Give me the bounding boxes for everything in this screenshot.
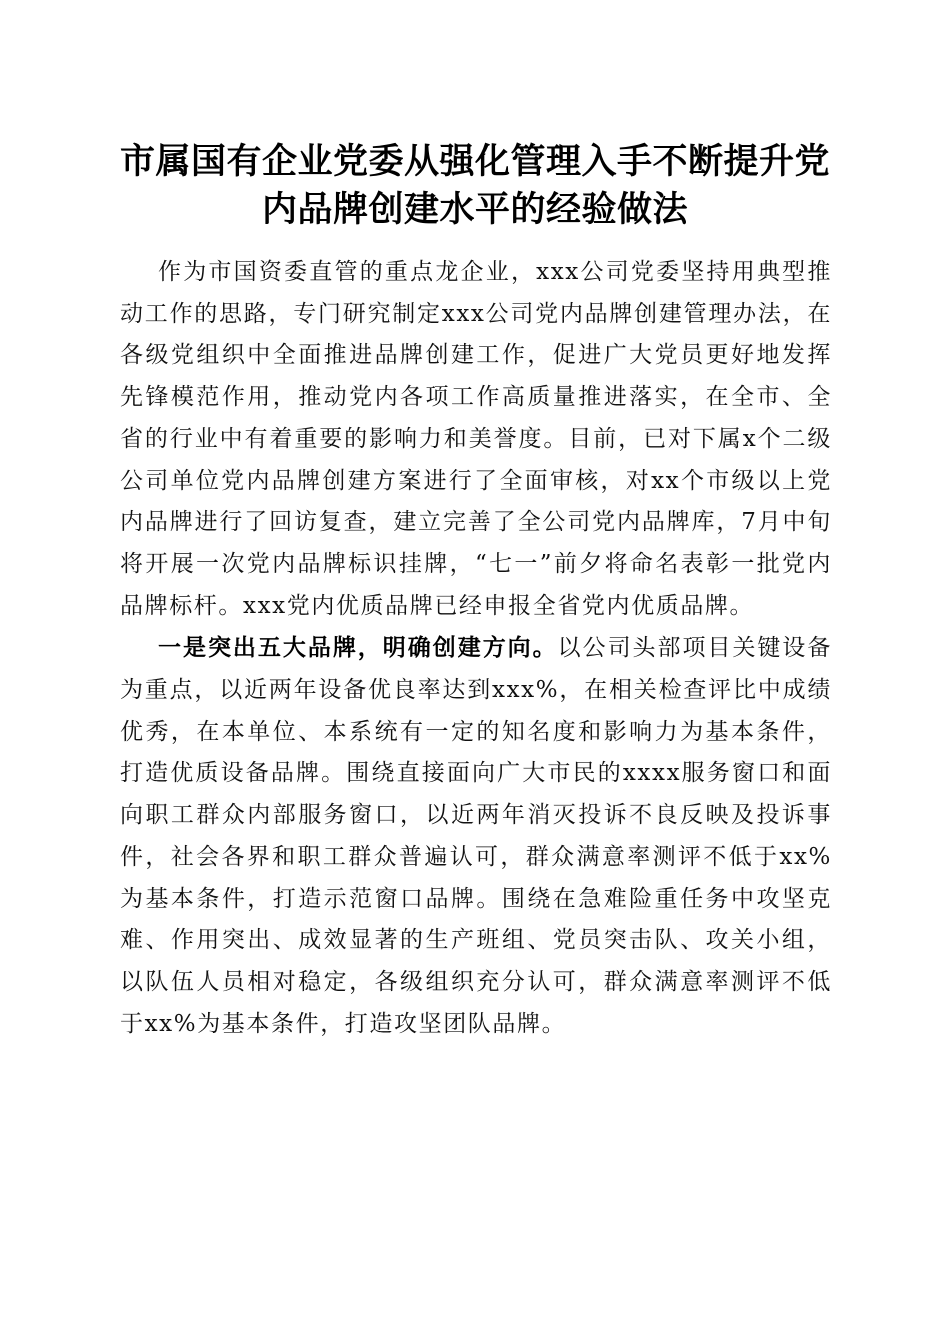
paragraph-intro [120, 251, 832, 627]
document-title [100, 138, 850, 234]
document-body [120, 251, 832, 1045]
paragraph-lead: 一是突出五大品牌，明确创建方向。 [158, 634, 558, 662]
paragraph-text: 作为市国资委直管的重点龙企业，xxx公司党委坚持用典型推动工作的思路，专门研究制定xxx公司党内品牌创建管理办法，在各级党组织中全面推进品牌创建工作，促进广大党员更好地发挥先锋模范作用，推动党内各项工作高质量推进落实，在全市、全省的行业中有着重要的影响力和美誉度。目前，已对下属x个二级公司单位党内品牌创建方案进行了全面审核，对xx个市级以上党内品牌进行了回访复查，建立完善了全公司党内品牌库，7月中旬将开展一次党内品牌标识挂牌，“七一”前夕将命名表彰一批党内品牌标杆。xxx党内优质品牌已经申报全省党内优质品牌。 [120, 259, 832, 619]
title-line-2: 内品牌创建水平的经验做法 [261, 189, 688, 230]
paragraph-text: 以公司头部项目关键设备为重点，以近两年设备优良率达到xxx%，在相关检查评比中成绩优秀，在本单位、本系统有一定的知名度和影响力为基本条件，打造优质设备品牌。围绕直接面向广大市民的xxxx服务窗口和面向职工群众内部服务窗口，以近两年消灭投诉不良反映及投诉事件，社会各界和职工群众普遍认可，群众满意率测评不低于xx%为基本条件，打造示范窗口品牌。围绕在急难险重任务中攻坚克难、作用突出、成效显著的生产班组、党员突击队、攻关小组，以队伍人员相对稳定，各级组织充分认可，群众满意率测评不低于xx%为基本条件，打造攻坚团队品牌。 [120, 635, 832, 1037]
title-line-1: 市属国有企业党委从强化管理入手不断提升党 [119, 141, 830, 182]
paragraph-brands [120, 627, 832, 1045]
